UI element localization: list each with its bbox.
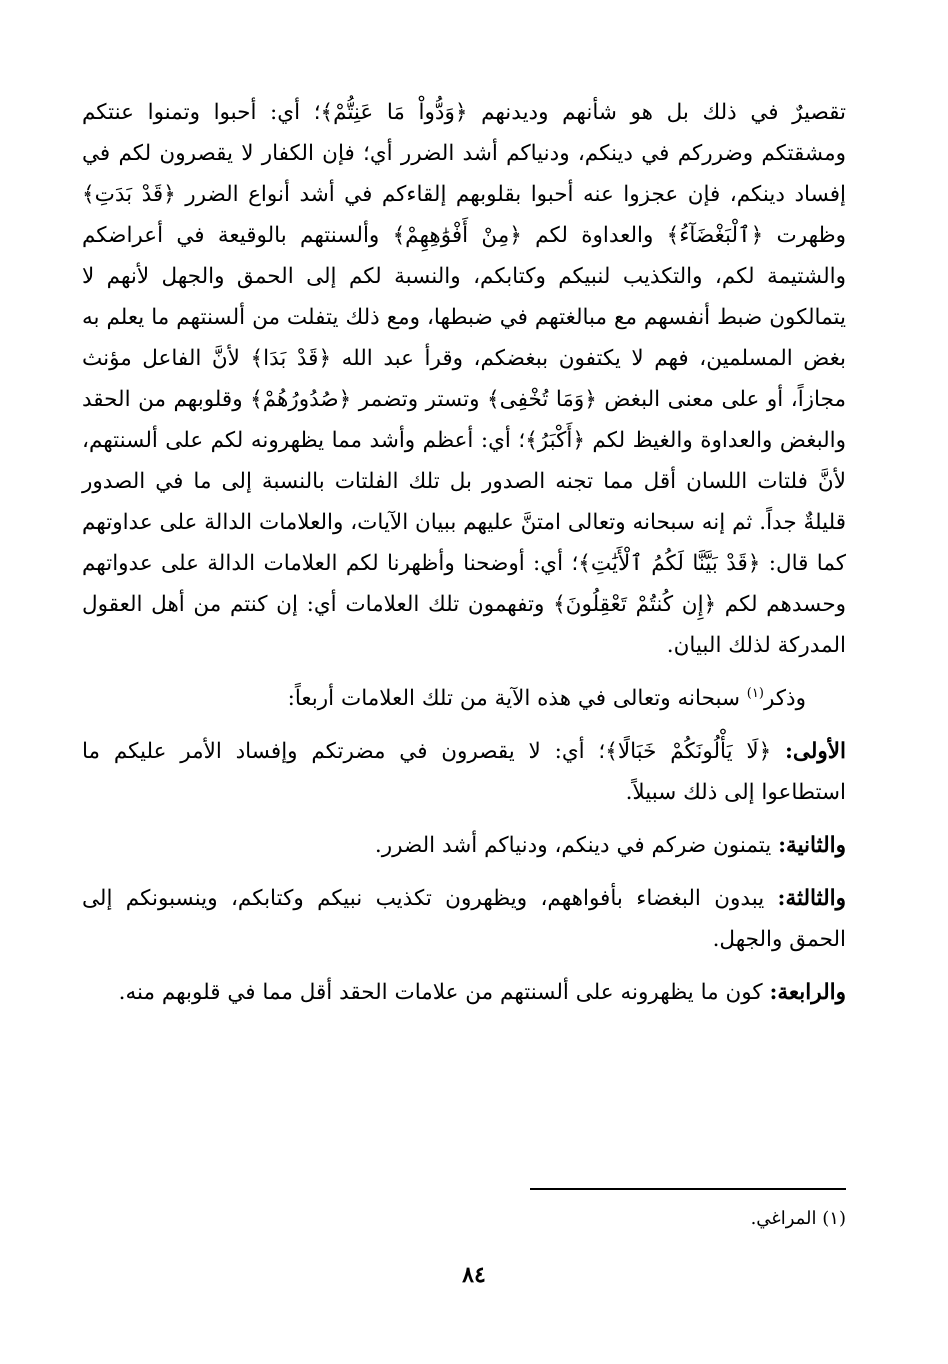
sign-label: والثانية: — [778, 833, 846, 858]
footnote-marker: (١) — [746, 685, 764, 701]
body-paragraph: تقصيرٌ في ذلك بل هو شأنهم وديدنهم ﴿وَدُّواْ مَا عَنِتُّمْ﴾؛ أي: أحبوا وتمنوا عنتكم ومشقتكم وضرركم في دينكم، ودنياكم أشد الضرر أي؛ فإن الكفار لا يقصرون لكم في إفساد دينكم، فإن عجزوا عنه أحبوا بقلوبهم إلقاءكم في أشد أنواع الضرر ﴿قَدْ بَدَتِ﴾ وظهرت ﴿ٱلْبَغْضَآءُ﴾ والعداوة لكم ﴿مِنْ أَفْوَٰهِهِمْ﴾ وألسنتهم بالوقيعة في أعراضكم والشتيمة لكم، والتكذيب لنبيكم وكتابكم، والنسبة لكم إلى الحمق والجهل لأنهم لا يتمالكون ضبط أنفسهم مع مبالغتهم في ضبطها، ومع ذلك يتفلت من ألسنتهم ما يعلم به بغض المسلمين، فهم لا يكتفون ببغضكم، وقرأ عبد الله ﴿قَدْ بَدَا﴾ لأنَّ الفاعل مؤنث مجازاً، أو على معنى البغض ﴿وَمَا تُخْفِى﴾ وتستر وتضمر ﴿صُدُورُهُمْ﴾ وقلوبهم من الحقد والبغض والعداوة والغيظ لكم ﴿أَكْبَرُ﴾؛ أي: أعظم وأشد مما يظهرونه لكم على ألسنتهم، لأنَّ فلتات اللسان أقل مما تجنه الصدور بل تلك الفلتات بالنسبة إلى ما في الصدور قليلةٌ جداً. ثم إنه سبحانه وتعالى امتنَّ عليهم ببيان الآيات، والعلامات الدالة على عداوتهم كما قال: ﴿قَدْ بَيَّنَّا لَكُمُ ٱلْأَيَٰتِ﴾؛ أي: أوضحنا وأظهرنا لكم العلامات الدالة على عدواتهم وحسدهم لكم ﴿إِن كُنتُمْ تَعْقِلُونَ﴾ وتفهمون تلك العلامات أي: إن كنتم من أهل العقول المدركة لذلك البيان. — [82, 100, 846, 658]
signs-intro-start: وذكر — [763, 686, 806, 711]
signs-intro-end: سبحانه وتعالى في هذه الآية من تلك العلامات أربعاً: — [287, 686, 747, 711]
sign-label: والثالثة: — [777, 886, 846, 911]
page-number: ٨٤ — [462, 1262, 486, 1288]
sign-item-4 — [82, 972, 846, 1013]
signs-intro — [82, 678, 846, 719]
footnote: (١) المراغي. — [750, 1208, 846, 1229]
sign-text: كون ما يظهرونه على ألسنتهم من علامات الحقد أقل مما في قلوبهم منه. — [118, 980, 770, 1005]
main-text — [82, 92, 846, 1013]
footnote-divider — [530, 1188, 846, 1190]
sign-label: والرابعة: — [769, 980, 846, 1005]
sign-text: يتمنون ضركم في دينكم، ودنياكم أشد الضرر. — [374, 833, 779, 858]
sign-item-1 — [82, 731, 846, 813]
sign-text: ﴿لَا يَأْلُونَكُمْ خَبَالًا﴾؛ أي: لا يقصرون في مضرتكم وإفساد الأمر عليكم ما استطاعوا إلى ذلك سبيلاً. — [82, 739, 846, 805]
sign-item-3 — [82, 878, 846, 960]
sign-item-2 — [82, 825, 846, 866]
sign-text: يبدون البغضاء بأفواههم، ويظهرون تكذيب نبيكم وكتابكم، وينسبونكم إلى الحمق والجهل. — [82, 886, 846, 952]
sign-label: الأولى: — [784, 739, 846, 764]
